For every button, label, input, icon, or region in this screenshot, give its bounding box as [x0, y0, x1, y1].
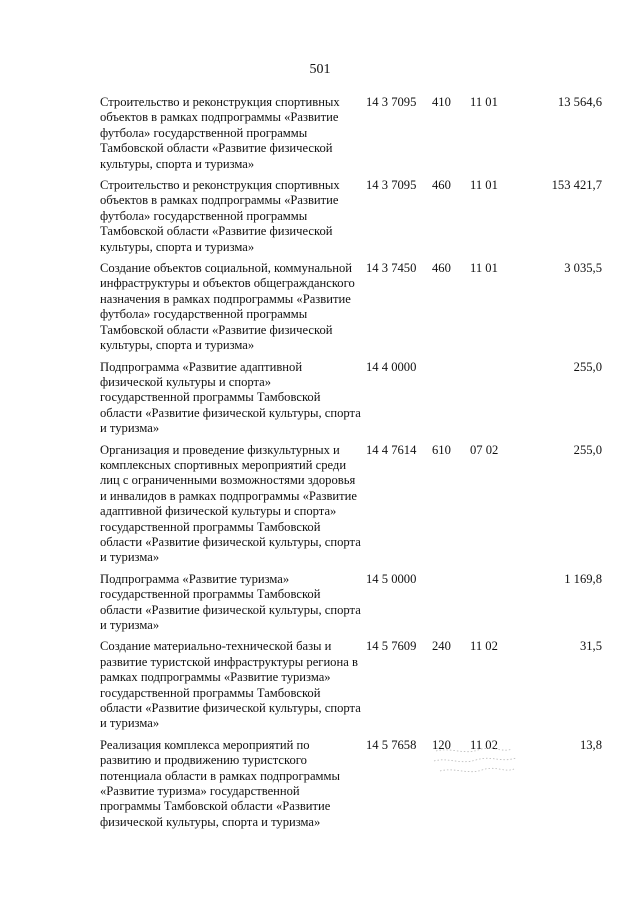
table-row [100, 95, 602, 172]
row-target-article: 14 5 0000 [366, 571, 417, 586]
row-expense-type: 460 [432, 178, 451, 193]
row-sum: 1 169,8 [564, 571, 602, 586]
row-sum: 13 564,6 [557, 95, 602, 109]
row-section-subsection: 11 01 [470, 95, 498, 109]
row-target-article: 14 5 7609 [366, 639, 417, 654]
row-target-article: 14 3 7095 [366, 178, 417, 193]
row-expense-type: 610 [432, 442, 451, 457]
row-target-article: 14 4 7614 [366, 442, 417, 457]
row-name: Создание объектов социальной, коммунальной инфраструктуры и объектов общегражданского назначения в рамках подпрограммы «Развитие футбола» государственной программы Тамбовской области «Развитие физической культуры, спорта и туризма» [100, 261, 355, 353]
budget-table [100, 95, 602, 836]
table-row [100, 178, 602, 255]
row-expense-type: 120 [432, 737, 451, 752]
row-sum: 13,8 [579, 737, 602, 752]
row-target-article: 14 3 7095 [366, 95, 417, 109]
table-row [100, 738, 602, 830]
row-sum: 255,0 [573, 359, 602, 374]
page-number: 501 [309, 62, 331, 77]
row-name: Реализация комплекса мероприятий по развитию и продвижению туристского потенциала области в рамках подпрограммы «Развитие туризма» государственной программы Тамбовской области «Развитие физической культуры, спорта и туризма» [100, 737, 340, 829]
row-target-article: 14 4 0000 [366, 359, 417, 374]
table-row [100, 443, 602, 566]
row-sum: 3 035,5 [564, 261, 602, 276]
row-name: Подпрограмма «Развитие адаптивной физической культуры и спорта» государственной программы Тамбовской области «Развитие физической культуры, спорта и туризма» [100, 359, 361, 436]
table-row [100, 261, 602, 353]
row-name: Организация и проведение физкультурных и комплексных спортивных мероприятий среди лиц с ограниченными возможностями здоровья и инвалидов в рамках подпрограммы «Развитие адаптивной физической культуры и спорта» государственной программы Тамбовской области «Развитие физической культуры, спорта и туризма» [100, 442, 361, 565]
row-section-subsection: 11 02 [470, 639, 498, 654]
row-expense-type: 410 [432, 95, 451, 109]
row-section-subsection: 11 01 [470, 261, 498, 276]
row-expense-type: 240 [432, 639, 451, 654]
row-target-article: 14 3 7450 [366, 261, 417, 276]
row-section-subsection: 07 02 [470, 442, 499, 457]
row-name: Подпрограмма «Развитие туризма» государственной программы Тамбовской области «Развитие физической культуры, спорта и туризма» [100, 571, 361, 632]
row-target-article: 14 5 7658 [366, 737, 417, 752]
table-row [100, 360, 602, 437]
table-row [100, 572, 602, 634]
row-sum: 255,0 [573, 442, 602, 457]
row-sum: 153 421,7 [551, 178, 602, 193]
row-section-subsection: 11 02 [470, 737, 498, 752]
row-sum: 31,5 [579, 639, 602, 654]
row-name: Создание материально-технической базы и развитие туристской инфраструктуры региона в рамках подпрограммы «Развитие туризма» государственной программы Тамбовской области «Развитие физической культуры, спорта и туризма» [100, 639, 361, 731]
row-name: Строительство и реконструкция спортивных объектов в рамках подпрограммы «Развитие футбола» государственной программы Тамбовской области «Развитие физической культуры, спорта и туризма» [100, 178, 340, 254]
row-name: Строительство и реконструкция спортивных объектов в рамках подпрограммы «Развитие футбола» государственной программы Тамбовской области «Развитие физической культуры, спорта и туризма» [100, 95, 340, 171]
row-section-subsection: 11 01 [470, 178, 498, 193]
row-expense-type: 460 [432, 261, 451, 276]
table-row [100, 639, 602, 731]
